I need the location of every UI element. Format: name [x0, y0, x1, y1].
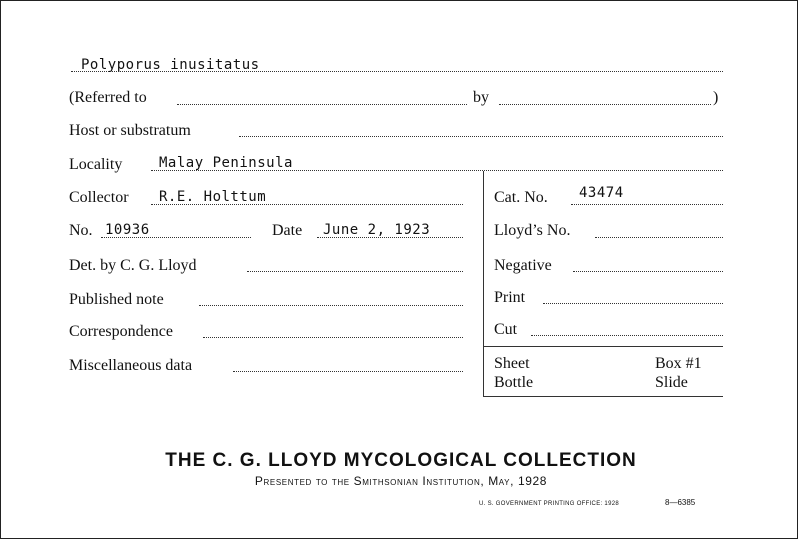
printing-office-note: U. S. GOVERNMENT PRINTING OFFICE: 1928 — [479, 501, 619, 507]
det-line — [247, 271, 463, 272]
collection-title: THE C. G. LLOYD MYCOLOGICAL COLLECTION — [165, 450, 637, 471]
cut-label: Cut — [494, 321, 518, 338]
collector-label: Collector — [69, 189, 129, 206]
referred-to-line — [177, 104, 467, 105]
misc-label: Miscellaneous data — [69, 357, 193, 374]
close-paren: ) — [713, 89, 719, 106]
lloyds-no-label: Lloyd’s No. — [494, 222, 571, 239]
lloyds-no-line — [595, 237, 723, 238]
sheet-label: Sheet — [494, 355, 530, 372]
locality-label: Locality — [69, 156, 123, 173]
no-value: 10936 — [105, 222, 150, 238]
published-line — [199, 305, 463, 306]
right-box-bottom — [483, 396, 723, 397]
box-label: Box #1 — [655, 355, 702, 372]
form-number: 8—6385 — [665, 498, 696, 507]
misc-line — [233, 371, 463, 372]
det-label: Det. by C. G. Lloyd — [69, 257, 197, 274]
negative-label: Negative — [494, 257, 552, 274]
referred-to-label: (Referred to — [69, 89, 147, 106]
cat-no-label: Cat. No. — [494, 189, 548, 206]
host-line — [239, 136, 723, 137]
bottle-label: Bottle — [494, 374, 534, 391]
by-label: by — [473, 89, 489, 106]
negative-line — [573, 271, 723, 272]
locality-line — [151, 170, 723, 171]
date-line — [317, 237, 463, 238]
no-line — [101, 237, 251, 238]
cut-line — [531, 335, 723, 336]
print-label: Print — [494, 289, 526, 306]
cat-no-value: 43474 — [579, 185, 624, 201]
cat-no-line — [571, 204, 723, 205]
date-value: June 2, 1923 — [323, 222, 431, 238]
collector-value: R.E. Holttum — [159, 189, 267, 205]
locality-value: Malay Peninsula — [159, 155, 293, 171]
species-line — [71, 71, 723, 72]
right-box-border — [483, 171, 484, 397]
species-name: Polyporus inusitatus — [81, 57, 260, 73]
no-label: No. — [69, 222, 93, 239]
correspondence-line — [203, 337, 463, 338]
print-line — [543, 303, 723, 304]
correspondence-label: Correspondence — [69, 323, 173, 340]
collection-subtitle: Presented to the Smithsonian Institution, May, 1928 — [254, 474, 548, 488]
date-label: Date — [272, 222, 303, 239]
host-label: Host or substratum — [69, 122, 191, 139]
right-box-divider — [483, 346, 723, 347]
collector-line — [151, 204, 463, 205]
by-line — [499, 104, 711, 105]
slide-label: Slide — [655, 374, 688, 391]
published-label: Published note — [69, 291, 164, 308]
